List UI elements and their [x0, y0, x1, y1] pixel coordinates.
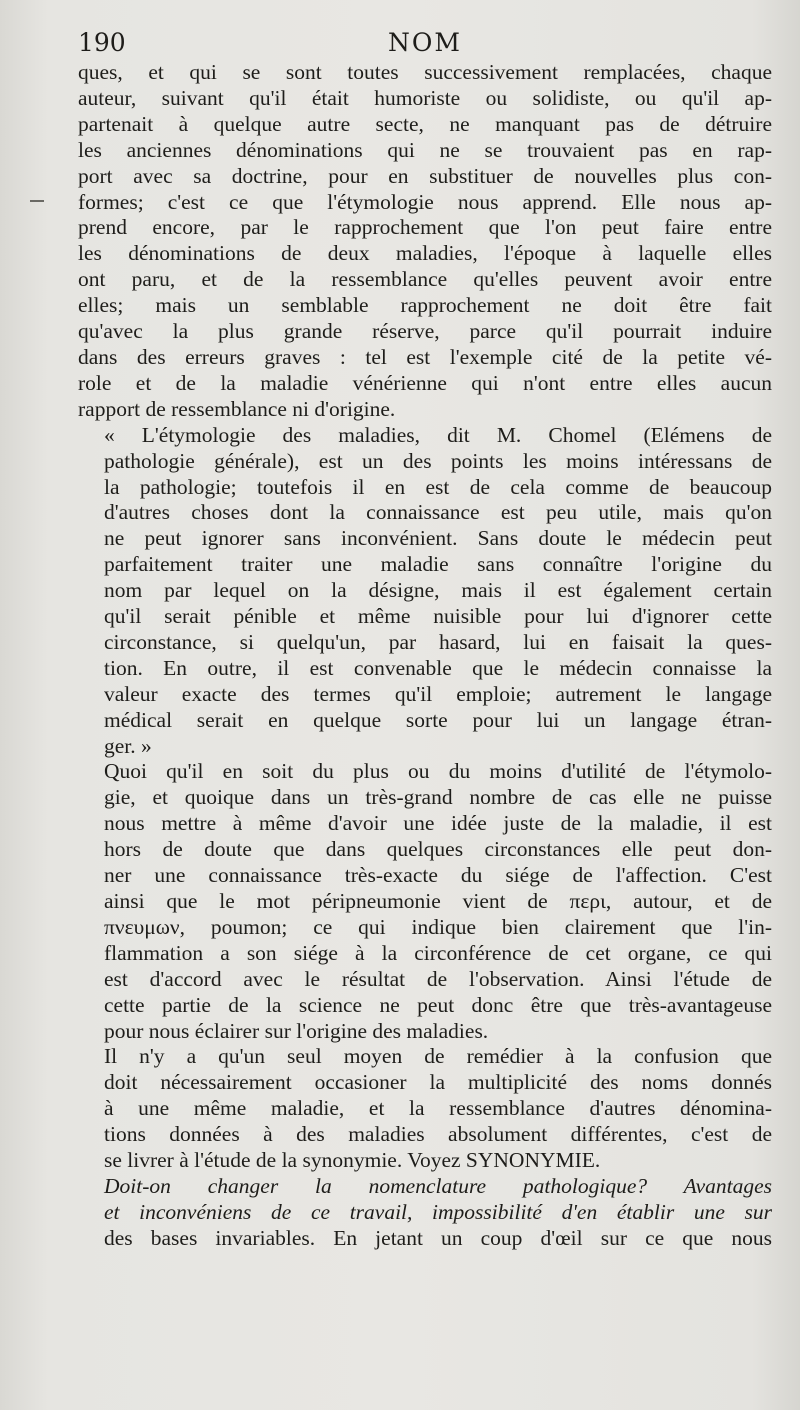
- text-line: à une même maladie, et la ressemblance d'autres dénomina-: [104, 1096, 772, 1121]
- text-line: partenait à quelque autre secte, ne manquant pas de détruire: [78, 111, 772, 136]
- text-line: et inconvéniens de ce travail, impossibilité d'en établir une sur: [104, 1199, 772, 1224]
- text-line: tions données à des maladies absolument différentes, c'est de: [104, 1122, 772, 1147]
- text-line: role et de la maladie vénérienne qui n'ont entre elles aucun: [78, 370, 772, 395]
- text-line: pathologie générale), est un des points les moins intéressans de: [104, 448, 772, 473]
- paragraph: [78, 759, 772, 1044]
- text-line: πνευμων, poumon; ce qui indique bien clairement que l'in-: [104, 914, 772, 939]
- page-number: 190: [78, 28, 126, 57]
- text-line: Quoi qu'il en soit du plus ou du moins d'utilité de l'étymolo-: [104, 759, 772, 784]
- text-line: les anciennes dénominations qui ne se trouvaient pas en rap-: [78, 137, 772, 162]
- text-line: ainsi que le mot péripneumonie vient de περι, autour, et de: [104, 889, 772, 913]
- body-text: [78, 60, 772, 1252]
- text-line: Il n'y a qu'un seul moyen de remédier à la confusion que: [104, 1044, 772, 1069]
- text-line: prend encore, par le rapprochement que l'on peut faire entre: [78, 215, 772, 240]
- text-line: rapport de ressemblance ni d'origine.: [78, 396, 396, 421]
- text-line: formes; c'est ce que l'étymologie nous apprend. Elle nous ap-: [78, 189, 772, 214]
- text-line: des bases invariables. En jetant un coup d'œil sur ce que nous: [104, 1225, 772, 1250]
- text-line: elles; mais un semblable rapprochement ne doit être fait: [78, 293, 772, 318]
- text-line: se livrer à l'étude de la synonymie. Voyez SYNONYMIE.: [104, 1148, 601, 1173]
- text-line: qu'avec la plus grande réserve, parce qu'il pourrait induire: [78, 319, 772, 344]
- text-line: les dénominations de deux maladies, l'époque à laquelle elles: [78, 241, 772, 266]
- paragraph: [78, 423, 772, 760]
- running-title: NOM: [388, 28, 462, 57]
- text-line: doit nécessairement occasioner la multiplicité des noms donnés: [104, 1070, 772, 1095]
- text-line: ner une connaissance très-exacte du siége de l'affection. C'est: [104, 863, 772, 888]
- text-line: ger. »: [104, 733, 152, 758]
- text-line: gie, et quoique dans un très-grand nombre de cas elle ne puisse: [104, 785, 772, 810]
- text-line: pour nous éclairer sur l'origine des maladies.: [104, 1018, 489, 1043]
- paragraph: [78, 60, 772, 423]
- text-line: parfaitement traiter une maladie sans connaître l'origine du: [104, 552, 772, 577]
- text-line: hors de doute que dans quelques circonstances elle peut don-: [104, 837, 772, 862]
- text-line: Doit-on changer la nomenclature pathologique? Avantages: [104, 1173, 772, 1198]
- text-line: cette partie de la science ne peut donc être que très-avantageuse: [104, 992, 772, 1017]
- text-line: tion. En outre, il est convenable que le médecin connaisse la: [104, 655, 772, 680]
- text-line: dans des erreurs graves : tel est l'exemple cité de la petite vé-: [78, 344, 772, 369]
- text-line: qu'il serait pénible et même nuisible pour lui d'ignorer cette: [104, 604, 772, 629]
- text-line: flammation a son siége à la circonférence de cet organe, ce qui: [104, 940, 772, 965]
- text-line: ne peut ignorer sans inconvénient. Sans doute le médecin peut: [104, 526, 772, 551]
- text-line: circonstance, si quelqu'un, par hasard, lui en faisait la ques-: [104, 629, 772, 654]
- text-line: auteur, suivant qu'il était humoriste ou solidiste, ou qu'il ap-: [78, 85, 772, 110]
- text-line: nous mettre à même d'avoir une idée juste de la maladie, il est: [104, 811, 772, 836]
- text-line: « L'étymologie des maladies, dit M. Chomel (Elémens de: [104, 422, 772, 447]
- text-line: la pathologie; toutefois il en est de cela comme de beaucoup: [104, 474, 772, 499]
- text-line: médical serait en quelque sorte pour lui un langage étran-: [104, 707, 772, 732]
- text-line: valeur exacte des termes qu'il emploie; autrement le langage: [104, 681, 772, 706]
- margin-mark: [30, 200, 44, 202]
- text-line: est d'accord avec le résultat de l'observation. Ainsi l'étude de: [104, 966, 772, 991]
- text-line: ques, et qui se sont toutes successivement remplacées, chaque: [78, 60, 772, 84]
- paragraph: [78, 1044, 772, 1174]
- paragraph: [78, 1174, 772, 1252]
- text-line: d'autres choses dont la connaissance est peu utile, mais qu'on: [104, 500, 772, 525]
- text-line: ont paru, et de la ressemblance qu'elles peuvent avoir entre: [78, 267, 772, 292]
- text-line: port avec sa doctrine, pour en substituer de nouvelles plus con-: [78, 163, 772, 188]
- text-line: nom par lequel on la désigne, mais il est également certain: [104, 578, 772, 603]
- running-head: [78, 28, 772, 58]
